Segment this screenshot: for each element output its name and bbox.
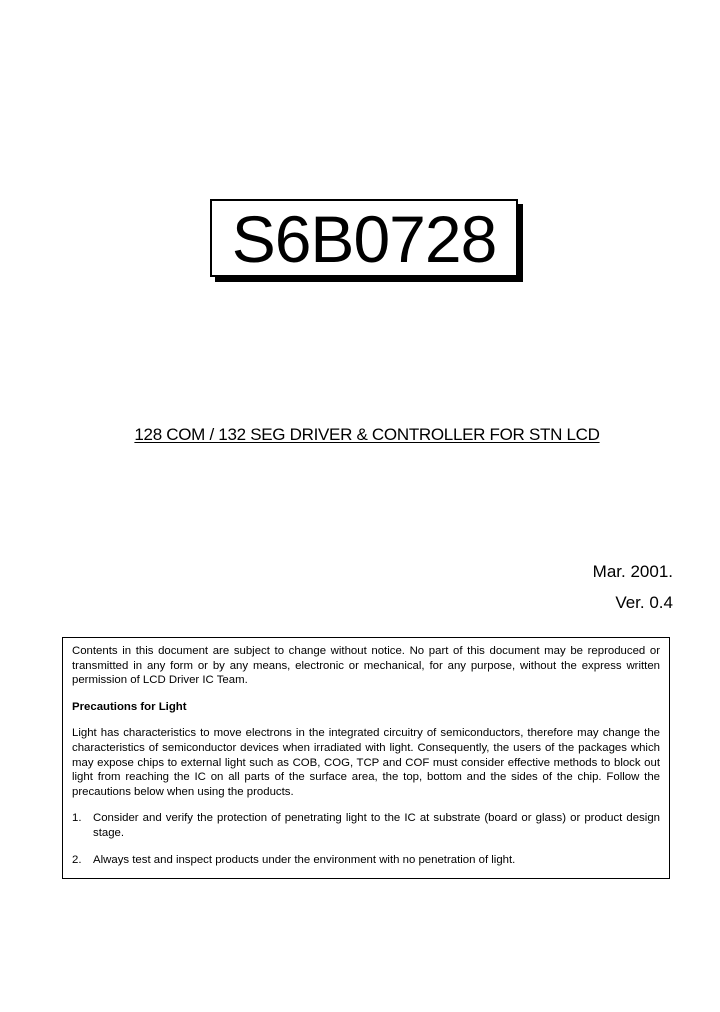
notice-body: Light has characteristics to move electrons in the integrated circuitry of semiconductors, therefore may change the characteristics of semiconductor devices when irradiated with light. Consequently, the users of the packages which may expose chips to external light such as COB, COG, TCP and COF must consider effective methods to block out light from reaching the IC on all parts of the surface area, the top, bottom and the sides of the chip. Follow the precautions below when using the products. xyxy=(72,727,660,798)
list-item xyxy=(72,811,660,840)
list-item-text: Consider and verify the protection of penetrating light to the IC at substrate (board or glass) or product design stage. xyxy=(93,812,660,839)
list-item-number: 1. xyxy=(72,812,82,825)
notice-intro: Contents in this document are subject to change without notice. No part of this document may be reproduced or transmitted in any form or by any means, electronic or mechanical, for any purpose, without the express written permission of LCD Driver IC Team. xyxy=(72,645,660,687)
notice-box xyxy=(62,637,670,879)
title-box xyxy=(210,199,518,277)
list-item-text: Always test and inspect products under the environment with no penetration of light. xyxy=(93,853,516,866)
document-subtitle: 128 COM / 132 SEG DRIVER & CONTROLLER FOR STN LCD xyxy=(134,425,600,444)
document-date: Mar. 2001. xyxy=(592,562,673,581)
list-item xyxy=(72,853,660,868)
list-item-number: 2. xyxy=(72,853,82,866)
notice-heading: Precautions for Light xyxy=(72,700,187,713)
document-version: Ver. 0.4 xyxy=(615,593,673,612)
document-title: S6B0728 xyxy=(231,202,497,276)
